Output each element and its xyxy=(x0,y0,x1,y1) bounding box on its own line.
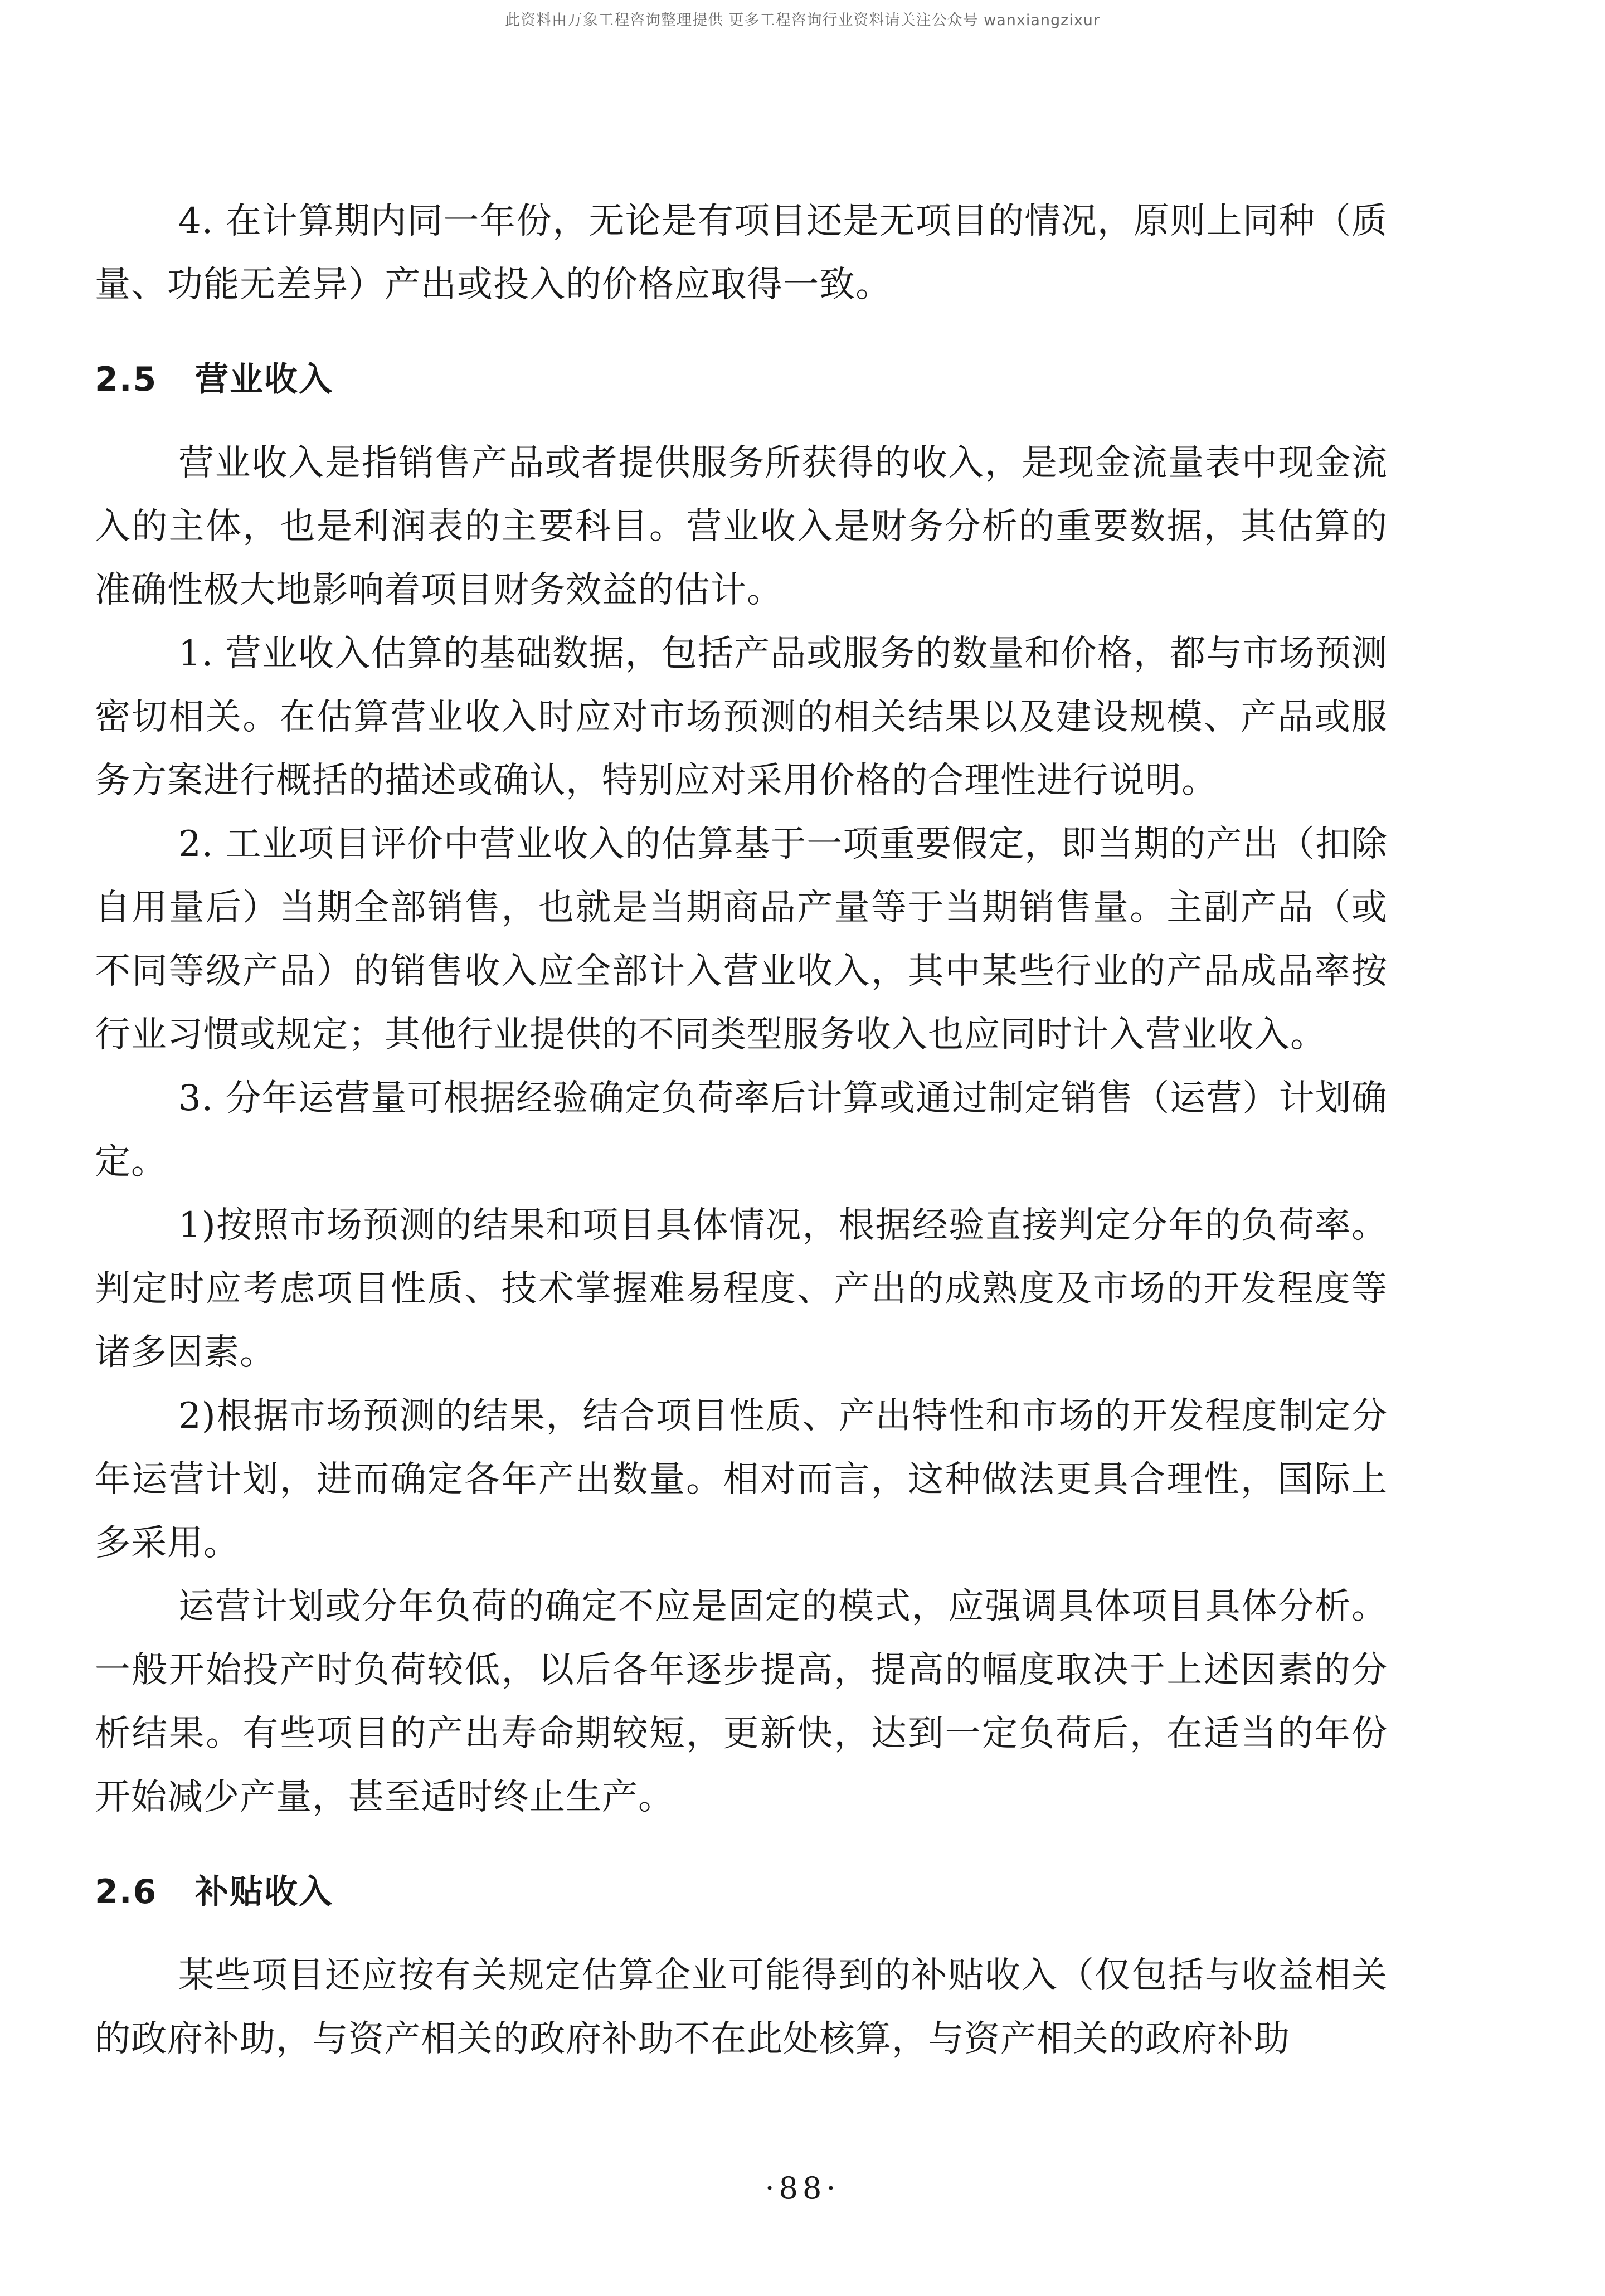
paragraph: 3. 分年运营量可根据经验确定负荷率后计算或通过制定销售（运营）计划确定。 xyxy=(95,1078,1388,1183)
paragraph: 2)根据市场预测的结果，结合项目性质、产出特性和市场的开发程度制定分年运营计划，进而确定各年产出数量。相对而言，这种做法更具合理性，国际上多采用。 xyxy=(95,1395,1388,1564)
spacer xyxy=(95,317,1388,348)
spacer xyxy=(95,1924,1388,1944)
section-title: 补贴收入 xyxy=(195,1872,333,1911)
watermark-text: 此资料由万象工程咨询整理提供 更多工程咨询行业资料请关注公众号 wanxiangzixur xyxy=(504,12,1101,29)
spacer xyxy=(95,411,1388,431)
page-number: ·88· xyxy=(765,2171,840,2206)
section-heading-2-6 xyxy=(95,1860,1388,1924)
paragraph: 1. 营业收入估算的基础数据，包括产品或服务的数量和价格，都与市场预测密切相关。在估算营业收入时应对市场预测的相关结果以及建设规模、产品或服务方案进行概括的描述或确认，特别应对采用价格的合理性进行说明。 xyxy=(95,633,1388,801)
paragraph: 运营计划或分年负荷的确定不应是固定的模式，应强调具体项目具体分析。一般开始投产时负荷较低，以后各年逐步提高，提高的幅度取决于上述因素的分析结果。有些项目的产出寿命期较短，更新快，达到一定负荷后，在适当的年份开始减少产量，甚至适时终止生产。 xyxy=(95,1586,1388,1818)
intro-paragraph: 4. 在计算期内同一年份，无论是有项目还是无项目的情况，原则上同种（质量、功能无差异）产出或投入的价格应取得一致。 xyxy=(95,201,1388,305)
section-number: 2.5 xyxy=(95,360,158,399)
paragraph: 2. 工业项目评价中营业收入的估算基于一项重要假定，即当期的产出（扣除自用量后）当期全部销售，也就是当期商品产量等于当期销售量。主副产品（或不同等级产品）的销售收入应全部计入营业收入，其中某些行业的产品成品率按行业习惯或规定；其他行业提供的不同类型服务收入也应同时计入营业收入。 xyxy=(95,824,1388,1055)
page-body xyxy=(95,189,1388,2071)
paragraph: 某些项目还应按有关规定估算企业可能得到的补贴收入（仅包括与收益相关的政府补助，与资产相关的政府补助不在此处核算，与资产相关的政府补助 xyxy=(95,1955,1388,2060)
paragraph: 营业收入是指销售产品或者提供服务所获得的收入，是现金流量表中现金流入的主体，也是利润表的主要科目。营业收入是财务分析的重要数据，其估算的准确性极大地影响着项目财务效益的估计。 xyxy=(95,442,1388,611)
spacer xyxy=(95,1829,1388,1860)
section-number: 2.6 xyxy=(95,1872,158,1911)
paragraph: 1)按照市场预测的结果和项目具体情况，根据经验直接判定分年的负荷率。判定时应考虑项目性质、技术掌握难易程度、产出的成熟度及市场的开发程度等诸多因素。 xyxy=(95,1205,1388,1373)
section-title: 营业收入 xyxy=(195,360,333,399)
section-heading-2-5 xyxy=(95,348,1388,411)
